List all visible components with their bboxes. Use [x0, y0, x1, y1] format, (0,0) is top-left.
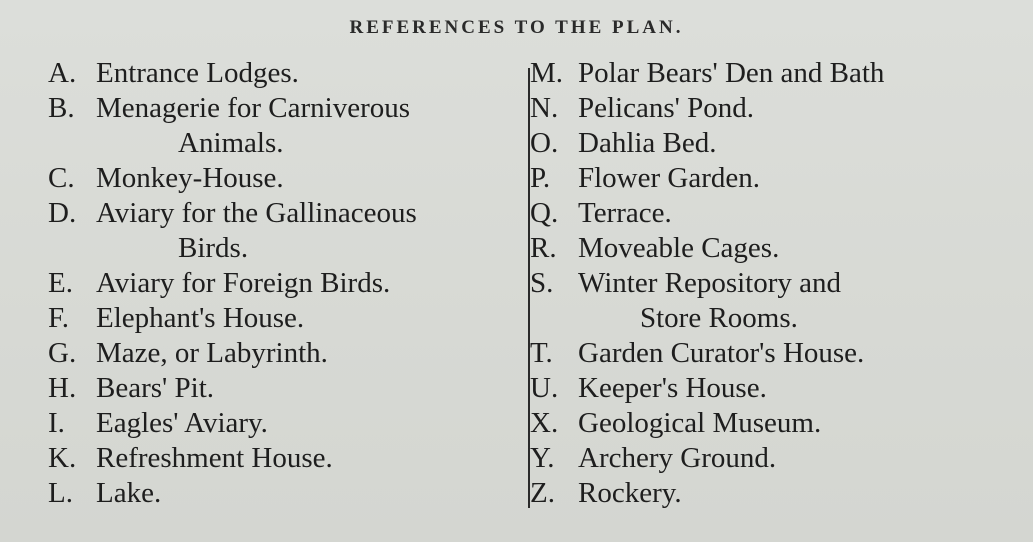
reference-entry-n — [530, 91, 1000, 126]
entry-text: Rockery. — [578, 477, 682, 509]
entry-text: Maze, or Labyrinth. — [96, 337, 328, 369]
reference-entry-m — [530, 56, 1000, 91]
reference-entry-p — [530, 161, 1000, 196]
entry-letter: K. — [48, 442, 77, 474]
entry-letter: O. — [530, 127, 559, 159]
entry-text: Entrance Lodges. — [96, 57, 299, 89]
reference-entry-x — [530, 406, 1000, 441]
entry-letter: G. — [48, 337, 77, 369]
entry-text: Elephant's House. — [96, 302, 305, 334]
entry-letter: E. — [48, 267, 73, 299]
entry-text: Menagerie for Carniverous — [96, 92, 411, 124]
entry-letter: Q. — [530, 197, 559, 229]
reference-entry-c — [48, 161, 528, 196]
left-column — [48, 56, 528, 511]
reference-entry-u — [530, 371, 1000, 406]
entry-letter: D. — [48, 197, 77, 229]
entry-letter: C. — [48, 162, 75, 194]
reference-entry-d — [48, 196, 528, 266]
reference-entry-f — [48, 301, 528, 336]
references-heading: REFERENCES TO THE PLAN. — [349, 17, 684, 38]
entry-letter: T. — [530, 337, 553, 369]
entry-letter: U. — [530, 372, 559, 404]
reference-entry-i — [48, 406, 528, 441]
entry-letter: B. — [48, 92, 75, 124]
right-column — [530, 56, 1000, 511]
reference-entry-a — [48, 56, 528, 91]
entry-text: Lake. — [96, 477, 162, 509]
entry-text: Aviary for the Gallinaceous — [96, 197, 417, 229]
entry-text: Winter Repository and — [578, 267, 841, 299]
entry-text: Archery Ground. — [578, 442, 777, 474]
entry-text: Moveable Cages. — [578, 232, 780, 264]
entry-text: Dahlia Bed. — [578, 127, 717, 159]
entry-letter: F. — [48, 302, 70, 334]
reference-entry-g — [48, 336, 528, 371]
entry-letter: L. — [48, 477, 73, 509]
entry-letter: M. — [530, 57, 564, 89]
entry-letter: S. — [530, 267, 554, 299]
entry-letter: R. — [530, 232, 557, 264]
entry-text: Refreshment House. — [96, 442, 333, 474]
entry-continuation: Birds. — [178, 232, 249, 264]
reference-entry-k — [48, 441, 528, 476]
reference-entry-l — [48, 476, 528, 511]
entry-letter: H. — [48, 372, 77, 404]
reference-entry-z — [530, 476, 1000, 511]
entry-letter: A. — [48, 57, 77, 89]
entry-text: Polar Bears' Den and Bath — [578, 57, 885, 89]
entry-continuation: Store Rooms. — [640, 302, 798, 334]
entry-text: Eagles' Aviary. — [96, 407, 268, 439]
entry-letter: N. — [530, 92, 559, 124]
entry-text: Keeper's House. — [578, 372, 767, 404]
entry-letter: Y. — [530, 442, 555, 474]
entry-text: Pelicans' Pond. — [578, 92, 754, 124]
reference-entry-o — [530, 126, 1000, 161]
entry-text: Geological Museum. — [578, 407, 822, 439]
reference-entry-e — [48, 266, 528, 301]
entry-letter: P. — [530, 162, 551, 194]
entry-letter: I. — [48, 407, 65, 439]
entry-text: Flower Garden. — [578, 162, 761, 194]
entry-text: Terrace. — [578, 197, 672, 229]
entry-text: Aviary for Foreign Birds. — [96, 267, 391, 299]
reference-entry-r — [530, 231, 1000, 266]
entry-text: Garden Curator's House. — [578, 337, 865, 369]
reference-entry-t — [530, 336, 1000, 371]
entry-continuation: Animals. — [178, 127, 284, 159]
reference-entry-b — [48, 91, 528, 161]
reference-entry-h — [48, 371, 528, 406]
entry-text: Monkey-House. — [96, 162, 284, 194]
entry-text: Bears' Pit. — [96, 372, 214, 404]
reference-entry-q — [530, 196, 1000, 231]
entry-letter: Z. — [530, 477, 555, 509]
entry-letter: X. — [530, 407, 559, 439]
reference-entry-s — [530, 266, 1000, 336]
reference-entry-y — [530, 441, 1000, 476]
